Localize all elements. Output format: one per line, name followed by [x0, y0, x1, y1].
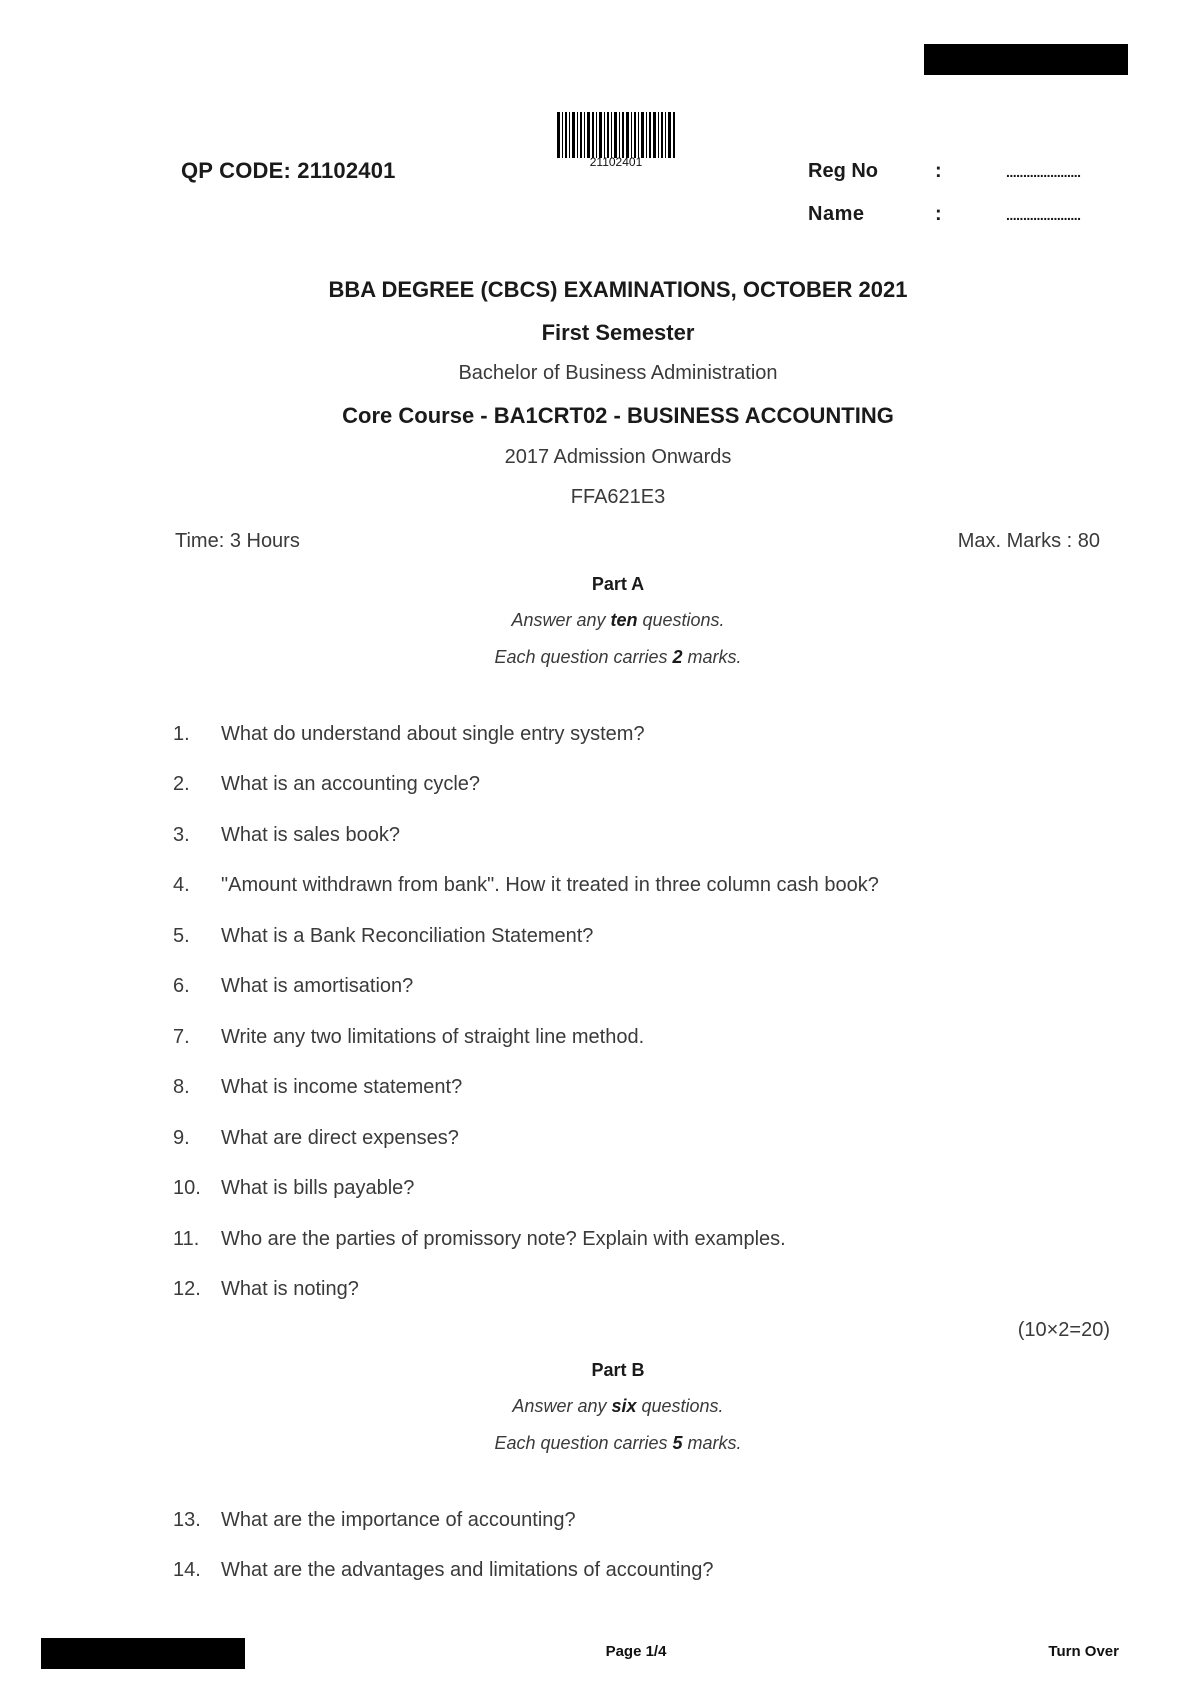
question-item: 7. Write any two limitations of straight line method.: [173, 1026, 645, 1048]
program-name: Bachelor of Business Administration: [458, 362, 778, 384]
exam-title: BBA DEGREE (CBCS) EXAMINATIONS, OCTOBER 2021: [328, 277, 908, 302]
exam-time: Time: 3 Hours: [175, 530, 300, 552]
part-b-instruction-marks: Each question carries 5 marks.: [494, 1433, 742, 1453]
redaction-box-top: [924, 44, 1128, 75]
part-a-heading: Part A: [591, 574, 645, 594]
part-b-heading: Part B: [591, 1360, 645, 1380]
course-title: Core Course - BA1CRT02 - BUSINESS ACCOUNTING: [342, 403, 894, 428]
part-a-marks-summary: (10×2=20): [1017, 1319, 1110, 1341]
part-b-instruction-count: Answer any six questions.: [512, 1396, 724, 1416]
question-item: 9. What are direct expenses?: [173, 1127, 459, 1149]
semester: First Semester: [541, 320, 695, 345]
page-number: Page 1/4: [605, 1643, 667, 1660]
barcode-bars: [557, 112, 675, 158]
turn-over-note: Turn Over: [1048, 1643, 1119, 1660]
name-colon: :: [935, 203, 942, 225]
question-item: 2. What is an accounting cycle?: [173, 773, 481, 795]
question-item: 12. What is noting?: [173, 1278, 359, 1300]
admission-note: 2017 Admission Onwards: [504, 446, 732, 468]
barcode: [557, 112, 675, 169]
question-item: 5. What is a Bank Reconciliation Statement?: [173, 925, 594, 947]
reg-no-label: Reg No: [808, 160, 878, 182]
question-item: 4. "Amount withdrawn from bank". How it treated in three column cash book?: [173, 874, 879, 896]
paper-code: FFA621E3: [570, 486, 666, 508]
question-item: 3. What is sales book?: [173, 824, 400, 846]
qp-code: QP CODE: 21102401: [181, 158, 396, 183]
question-item: 14. What are the advantages and limitations of accounting?: [173, 1559, 714, 1581]
reg-no-blank: ......................: [1006, 164, 1081, 180]
max-marks: Max. Marks : 80: [957, 530, 1100, 552]
question-item: 1. What do understand about single entry system?: [173, 723, 645, 745]
name-label: Name: [808, 203, 865, 225]
name-blank: ......................: [1006, 207, 1081, 223]
question-item: 13. What are the importance of accounting?: [173, 1509, 576, 1531]
reg-no-colon: :: [935, 160, 942, 182]
question-item: 6. What is amortisation?: [173, 975, 414, 997]
question-item: 11. Who are the parties of promissory note? Explain with examples.: [173, 1228, 786, 1250]
part-a-instruction-marks: Each question carries 2 marks.: [494, 647, 742, 667]
question-item: 10. What is bills payable?: [173, 1177, 415, 1199]
question-item: 8. What is income statement?: [173, 1076, 463, 1098]
barcode-number: 21102401: [589, 155, 643, 169]
part-a-instruction-count: Answer any ten questions.: [511, 610, 725, 630]
